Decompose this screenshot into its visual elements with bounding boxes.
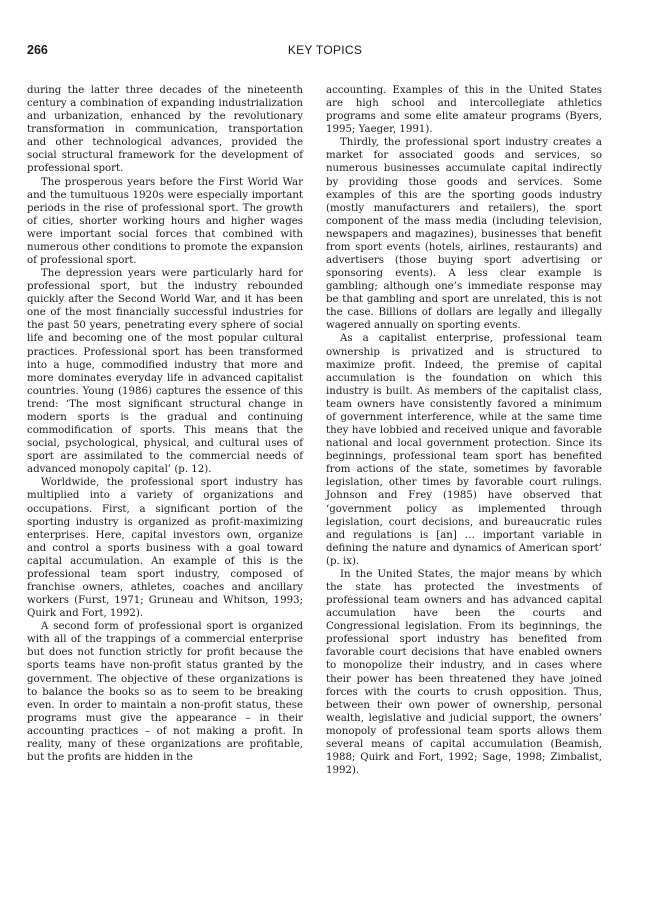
paragraph: In the United States, the major means by which the state has protected the investments of professional team owners and has advanced capital accumulation have been the courts and Congressional legislation. From its beginnings, the professional sport industry has benefited from favorable court decisions that have enabled owners to monopolize their industry, and in cases where their power has been threatened they have joined forces with the courts to crush opposition. Thus, between their own power of ownership, personal wealth, legislative and judicial support, the owners’ monopoly of professional team sports allows them several means of capital accumulation (Beamish, 1988; Quirk and Fort, 1992; Sage, 1998; Zimbalist, 1992). [326,568,602,777]
paragraph: accounting. Examples of this in the United States are high school and intercollegiate athletics programs and some elite amateur programs (Byers, 1995; Yaeger, 1991). [326,85,602,136]
paragraph: Thirdly, the professional sport industry creates a market for associated goods and services, so numerous businesses accumulate capital indirectly by providing those goods and services. Some examples of this are the sporting goods industry (mostly manufacturers and retailers), the sport component of the mass media (including television, newspapers and magazines), businesses that benefit from sport events (hotels, airlines, restaurants) and advertisers (those buying sport advertising or sponsoring events). A less clear example is gambling; although one’s immediate response may be that gambling and sport are unrelated, this is not the case. Billions of dollars are legally and illegally wagered annually on sporting events. [326,137,602,332]
paragraph: As a capitalist enterprise, professional team ownership is privatized and is structured to maximize profit. Indeed, the premise of capital accumulation is the foundation on which this industry is built. As members of the capitalist class, team owners have consistently favored a minimum of government interference, while at the same time they have lobbied and received unique and favorable national and local government protection. Since its beginnings, professional team sport has benefited from actions of the state, sometimes by favorable legislation, other times by favorable court rulings. Johnson and Frey (1985) have observed that ‘government policy as implemented through legislation, court decisions, and bureaucratic rules and regulations is [an] … important variable in defining the nature and dynamics of American sport’ (p. ix). [326,333,602,567]
right-column [326,84,602,777]
left-column [27,84,303,764]
page-number: 266 [27,43,48,57]
paragraph: The prosperous years before the First World War and the tumultuous 1920s were especially important periods in the rise of professional sport. The growth of cities, shorter working hours and higher wages were important social forces that combined with numerous other conditions to promote the expansion of professional sport. [27,176,303,267]
paragraph: Worldwide, the professional sport industry has multiplied into a variety of organizations and occupations. First, a significant portion of the sporting industry is organized as profit-maximizing enterprises. Here, capital investors own, organize and control a sports business with a goal toward capital accumulation. An example of this is the professional team sport industry, composed of franchise owners, athletes, coaches and ancillary workers (Furst, 1971; Gruneau and Whitson, 1993; Quirk and Fort, 1992). [27,477,303,620]
paragraph: during the latter three decades of the nineteenth century a combination of expanding industrialization and urbanization, enhanced by the revolutionary transformation in communication, transportation and other technological advances, provided the social structural framework for the development of professional sport. [27,85,303,175]
running-title: KEY TOPICS [287,43,363,57]
paragraph: The depression years were particularly hard for professional sport, but the industry rebounded quickly after the Second World War, and it has been one of the most financially successful industries for the past 50 years, penetrating every sphere of social life and becoming one of the most popular cultural practices. Professional sport has been transformed into a huge, commodified industry that more and more dominates everyday life in advanced capitalist countries. Young (1986) captures the essence of this trend: ‘The most significant structural change in modern sports is the gradual and continuing commodification of sports. This means that the social, psychological, physical, and cultural uses of sport are assimilated to the commercial needs of advanced monopoly capital’ (p. 12). [27,268,303,476]
paragraph: A second form of professional sport is organized with all of the trappings of a commercial enterprise but does not function strictly for profit because the sports teams have non-profit status granted by the government. The objective of these organizations is to balance the books so as to seem to be breaking even. In order to maintain a non-profit status, these programs must give the appearance – in their accounting practices – of not making a profit. In reality, many of these organizations are profitable, but the profits are hidden in the [27,621,303,763]
